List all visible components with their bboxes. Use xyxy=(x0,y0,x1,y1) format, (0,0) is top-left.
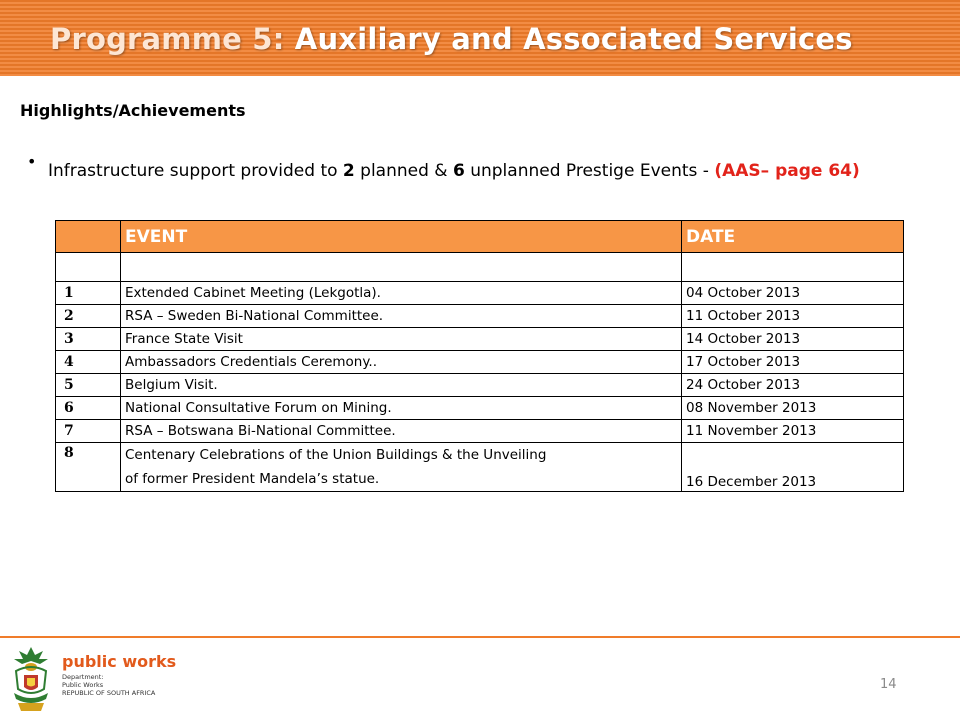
footer-divider xyxy=(0,636,960,638)
brand-name: public works xyxy=(62,652,177,671)
event-name: Belgium Visit. xyxy=(121,374,682,397)
brand-subtext xyxy=(62,673,176,697)
page-reference: (AAS– page 64) xyxy=(714,161,860,181)
event-name: Extended Cabinet Meeting (Lekgotla). xyxy=(121,282,682,305)
brand-subline: Department: xyxy=(62,673,104,681)
title-prefix: Programme 5: xyxy=(50,22,285,56)
table-row xyxy=(56,420,904,443)
brand-subline: REPUBLIC OF SOUTH AFRICA xyxy=(62,689,156,697)
table-row xyxy=(56,397,904,420)
event-name: RSA – Sweden Bi-National Committee. xyxy=(121,305,682,328)
page-title xyxy=(50,22,853,56)
bullet-text-part: Infrastructure support provided to xyxy=(48,161,343,181)
column-header-event: EVENT xyxy=(121,221,682,253)
row-number: 7 xyxy=(56,420,121,443)
row-number: 3 xyxy=(56,328,121,351)
table-row xyxy=(56,351,904,374)
row-number: 6 xyxy=(56,397,121,420)
column-header-date: DATE xyxy=(682,221,904,253)
table-cell xyxy=(682,253,904,282)
brand-block xyxy=(62,652,176,697)
unplanned-count: 6 xyxy=(452,161,465,181)
row-number: 2 xyxy=(56,305,121,328)
event-date: 11 November 2013 xyxy=(682,420,904,443)
event-date: 08 November 2013 xyxy=(682,397,904,420)
event-name: National Consultative Forum on Mining. xyxy=(121,397,682,420)
bullet-text xyxy=(48,156,948,186)
bullet-icon: • xyxy=(27,152,37,171)
event-date: 14 October 2013 xyxy=(682,328,904,351)
event-name: RSA – Botswana Bi-National Committee. xyxy=(121,420,682,443)
title-main: Auxiliary and Associated Services xyxy=(284,22,853,56)
table-row xyxy=(56,282,904,305)
event-name-line: Centenary Celebrations of the Union Buildings & the Unveiling xyxy=(125,447,547,463)
row-number: 1 xyxy=(56,282,121,305)
table-row xyxy=(56,328,904,351)
event-name-line: of former President Mandela’s statue. xyxy=(125,471,380,487)
event-date: 16 December 2013 xyxy=(682,443,904,492)
section-heading: Highlights/Achievements xyxy=(20,101,246,120)
event-date: 04 October 2013 xyxy=(682,282,904,305)
table-cell xyxy=(121,253,682,282)
brand-subline: Public Works xyxy=(62,681,104,689)
events-table xyxy=(55,220,904,492)
row-number: 8 xyxy=(56,443,121,492)
event-name: Ambassadors Credentials Ceremony.. xyxy=(121,351,682,374)
planned-count: 2 xyxy=(342,161,355,181)
row-number: 5 xyxy=(56,374,121,397)
bullet-text-part: unplanned Prestige Events - xyxy=(464,161,715,181)
page-number: 14 xyxy=(880,677,897,692)
row-number: 4 xyxy=(56,351,121,374)
event-name: France State Visit xyxy=(121,328,682,351)
table-row xyxy=(56,374,904,397)
table-row xyxy=(56,305,904,328)
event-date: 24 October 2013 xyxy=(682,374,904,397)
coat-of-arms-icon xyxy=(8,645,54,715)
table-cell xyxy=(56,253,121,282)
table-header-row xyxy=(56,221,904,253)
event-date: 11 October 2013 xyxy=(682,305,904,328)
event-date: 17 October 2013 xyxy=(682,351,904,374)
column-header-num xyxy=(56,221,121,253)
bullet-text-part: planned & xyxy=(354,161,453,181)
table-row-empty xyxy=(56,253,904,282)
table-row xyxy=(56,443,904,492)
event-name xyxy=(121,443,682,492)
